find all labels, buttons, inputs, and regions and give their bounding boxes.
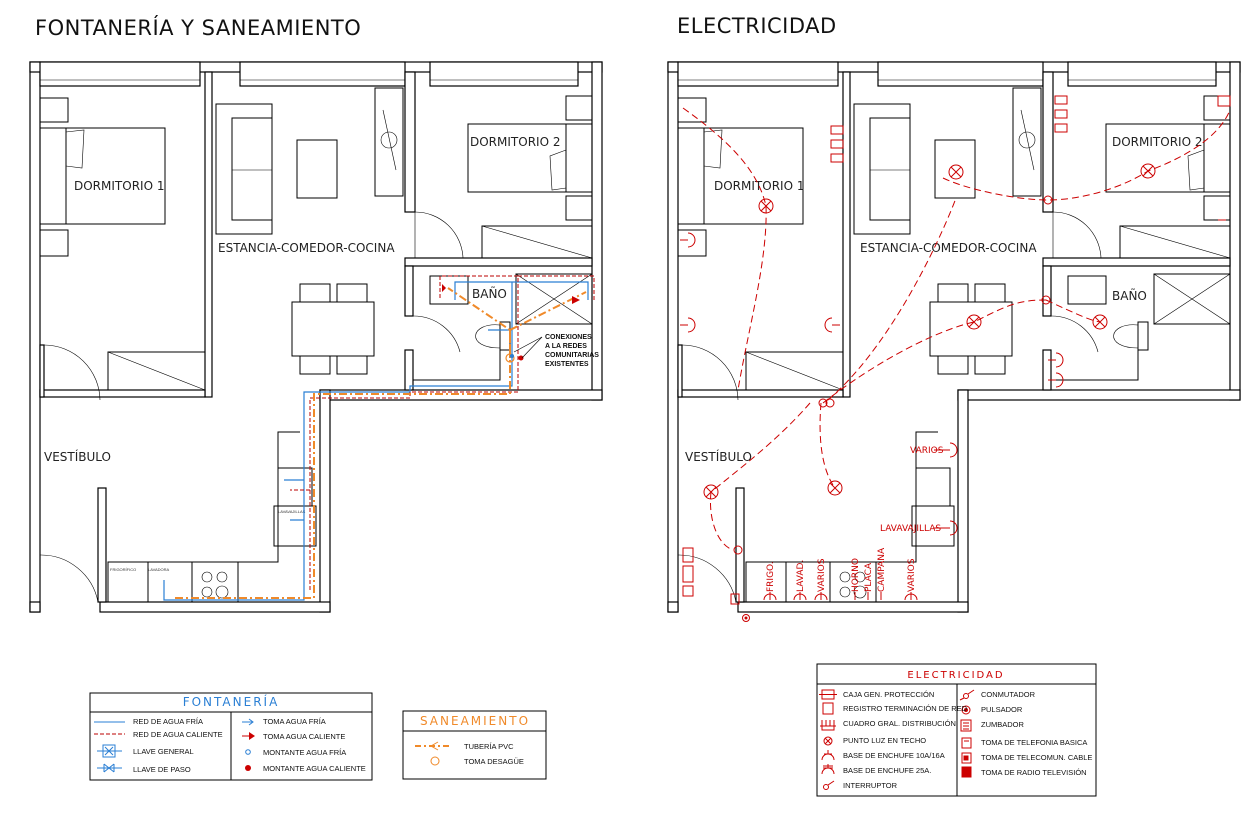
svg-text:BASE DE ENCHUFE 10A/16A: BASE DE ENCHUFE 10A/16A: [843, 751, 945, 760]
annotation: [514, 334, 599, 368]
svg-text:HORNO: HORNO: [851, 558, 861, 592]
svg-text:TOMA DESAGÜE: TOMA DESAGÜE: [464, 757, 524, 766]
cold-riser-icon: [246, 750, 251, 755]
svg-text:FRIGO.: FRIGO.: [766, 561, 776, 592]
room-label-living: ESTANCIA-COMEDOR-COCINA: [218, 241, 395, 255]
two-way-switch-icon: [960, 690, 974, 700]
cold-outlet-arrow-icon: [242, 719, 253, 725]
svg-text:CONMUTADOR: CONMUTADOR: [981, 690, 1036, 699]
room-label-hall: VESTÍBULO: [44, 450, 111, 464]
svg-text:TOMA AGUA CALIENTE: TOMA AGUA CALIENTE: [263, 732, 346, 741]
legend-electricidad: [817, 664, 1096, 796]
svg-text:SANEAMIENTO: SANEAMIENTO: [419, 714, 531, 728]
svg-text:ELECTRICIDAD: ELECTRICIDAD: [907, 670, 1005, 681]
fridge-label: FRIGORÍFICO: [110, 567, 137, 572]
svg-text:PULSADOR: PULSADOR: [981, 705, 1023, 714]
room-label-hall: VESTÍBULO: [685, 450, 752, 464]
socket-25a-icon: [822, 764, 834, 774]
washer-label: LAVADORA: [148, 567, 170, 572]
svg-text:PLACA: PLACA: [864, 562, 874, 592]
svg-text:REGISTRO TERMINACIÓN DE RED: REGISTRO TERMINACIÓN DE RED: [843, 704, 968, 713]
svg-text:TOMA AGUA FRÍA: TOMA AGUA FRÍA: [263, 717, 326, 726]
ceiling-light-icon: [824, 737, 832, 745]
svg-text:EXISTENTES: EXISTENTES: [545, 361, 589, 368]
protection-box-icon: [819, 690, 837, 699]
svg-text:FONTANERÍA: FONTANERÍA: [182, 695, 280, 709]
pvc-drain-network: [175, 288, 586, 598]
plumbing-plan-title: FONTANERÍA Y SANEAMIENTO: [35, 16, 362, 40]
svg-text:LAVAVAJILLAS: LAVAVAJILLAS: [880, 524, 942, 534]
buzzer-icon: [961, 720, 971, 731]
svg-text:TOMA DE RADIO TELEVISIÓN: TOMA DE RADIO TELEVISIÓN: [981, 768, 1087, 777]
stop-valve-icon: [97, 764, 122, 772]
tv-socket-icon: [962, 767, 971, 777]
network-register-icon: [823, 703, 833, 714]
dishwasher-label: LAVAVAJILLAS: [278, 509, 306, 514]
socket-10-16a-icon: [822, 750, 834, 760]
svg-text:RED DE AGUA FRÍA: RED DE AGUA FRÍA: [133, 717, 204, 726]
svg-text:LLAVE GENERAL: LLAVE GENERAL: [133, 747, 194, 756]
cold-water-network: [164, 282, 588, 600]
hot-outlet-arrow-icon: [242, 732, 255, 740]
room-label-living: ESTANCIA-COMEDOR-COCINA: [860, 241, 1037, 255]
legend-saneamiento: [403, 711, 546, 779]
svg-text:VARIOS: VARIOS: [817, 558, 827, 592]
svg-text:ZUMBADOR: ZUMBADOR: [981, 720, 1024, 729]
svg-text:RED DE AGUA CALIENTE: RED DE AGUA CALIENTE: [133, 730, 223, 739]
room-label-bath: BAÑO: [1112, 289, 1147, 303]
room-label-dorm2: DORMITORIO 2: [1112, 135, 1203, 149]
svg-text:MONTANTE AGUA FRÍA: MONTANTE AGUA FRÍA: [263, 748, 347, 757]
room-label-dorm2: DORMITORIO 2: [470, 135, 561, 149]
switch-icon: [824, 781, 835, 790]
svg-text:CONEXIONES: CONEXIONES: [545, 334, 592, 341]
svg-text:CAJA GEN. PROTECCIÓN: CAJA GEN. PROTECCIÓN: [843, 690, 935, 699]
electric-plan-title: ELECTRICIDAD: [677, 14, 837, 38]
pvc-pipe-icon: [415, 742, 452, 750]
room-label-dorm1: DORMITORIO 1: [714, 179, 805, 193]
svg-text:INTERRUPTOR: INTERRUPTOR: [843, 781, 898, 790]
telecom-socket-icon: [962, 753, 971, 763]
svg-text:TOMA DE TELECOMUN. CABLE: TOMA DE TELECOMUN. CABLE: [981, 753, 1093, 762]
svg-text:LLAVE DE PASO: LLAVE DE PASO: [133, 765, 191, 774]
distribution-board-icon: [820, 720, 836, 730]
svg-text:VARIOS: VARIOS: [907, 558, 917, 592]
svg-text:CUADRO GRAL. DISTRIBUCIÓN: CUADRO GRAL. DISTRIBUCIÓN: [843, 719, 956, 728]
svg-text:PUNTO LUZ EN TECHO: PUNTO LUZ EN TECHO: [843, 736, 927, 745]
room-label-bath: BAÑO: [472, 287, 507, 301]
hot-riser-icon: [245, 765, 251, 771]
electric-floor-plan: [668, 62, 1240, 622]
room-label-dorm1: DORMITORIO 1: [74, 179, 165, 193]
svg-text:A LA REDES: A LA REDES: [545, 343, 587, 350]
phone-socket-icon: [962, 738, 971, 748]
svg-text:TOMA DE TELEFONIA BASICA: TOMA DE TELEFONIA BASICA: [981, 738, 1088, 747]
svg-text:LAVAD.: LAVAD.: [796, 559, 806, 592]
svg-text:MONTANTE AGUA CALIENTE: MONTANTE AGUA CALIENTE: [263, 764, 366, 773]
plumbing-floor-plan: [30, 62, 602, 612]
main-valve-icon: [97, 745, 122, 757]
svg-text:COMUNITARIAS: COMUNITARIAS: [545, 352, 599, 359]
svg-text:BASE DE ENCHUFE 25A.: BASE DE ENCHUFE 25A.: [843, 766, 932, 775]
svg-text:CAMPANA: CAMPANA: [877, 547, 887, 592]
svg-text:TUBERÍA PVC: TUBERÍA PVC: [464, 742, 514, 751]
hot-water-network: [290, 276, 594, 590]
drain-outlet-icon: [431, 757, 439, 765]
svg-text:VARIOS: VARIOS: [910, 446, 944, 456]
kitchen-outlets: [764, 443, 957, 600]
legend-fontaneria: [90, 693, 372, 780]
